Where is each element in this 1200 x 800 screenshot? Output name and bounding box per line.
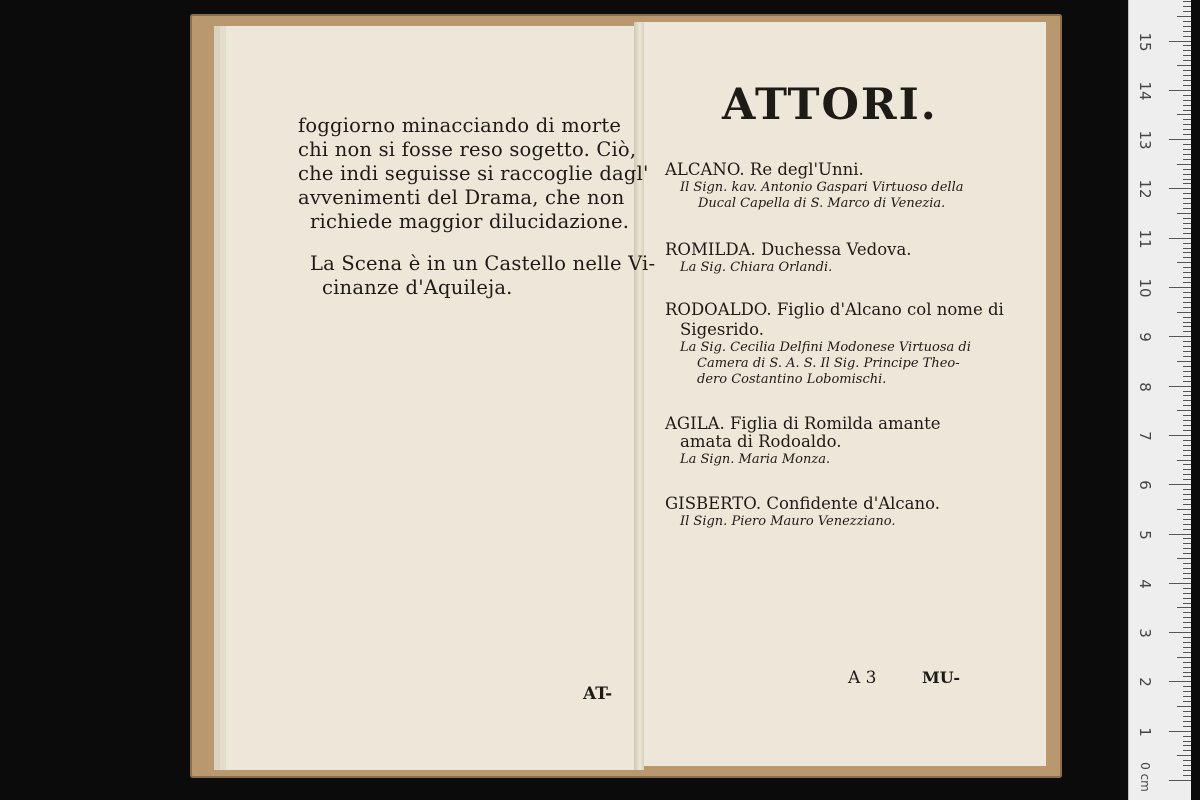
ruler-tick	[1183, 627, 1191, 628]
ruler-number: 7	[1136, 431, 1154, 441]
ruler-tick	[1183, 464, 1191, 465]
ruler-tick	[1169, 780, 1191, 781]
ruler-tick	[1183, 243, 1191, 244]
ruler-tick	[1169, 386, 1191, 387]
ruler-tick	[1183, 223, 1191, 224]
ruler-number: 15	[1136, 31, 1154, 52]
ruler-tick	[1183, 721, 1191, 722]
ruler-tick	[1169, 484, 1191, 485]
ruler-tick	[1183, 381, 1191, 382]
ruler-tick	[1183, 455, 1191, 456]
ruler-tick	[1183, 519, 1191, 520]
ruler-number: 3	[1136, 628, 1154, 638]
ruler-tick	[1183, 489, 1191, 490]
ruler-tick	[1183, 331, 1191, 332]
role-rodoaldo: RODOALDO. Figlio d'Alcano col nome di	[665, 300, 1004, 319]
ruler-tick	[1183, 529, 1191, 530]
ruler-tick	[1183, 430, 1191, 431]
ruler-tick	[1183, 745, 1191, 746]
role-agila-2: amata di Rodoaldo.	[680, 432, 842, 451]
ruler-tick	[1183, 716, 1191, 717]
role-romilda: ROMILDA. Duchessa Vedova.	[665, 240, 912, 259]
ruler-number: 10	[1136, 278, 1154, 298]
ruler-tick	[1183, 696, 1191, 697]
ruler-number: 13	[1136, 130, 1154, 150]
ruler-tick	[1183, 297, 1191, 298]
ruler-tick	[1183, 110, 1191, 111]
ruler-tick	[1183, 405, 1191, 406]
ruler-number: 2	[1136, 677, 1154, 688]
ruler-tick	[1183, 6, 1191, 7]
ruler-tick	[1183, 218, 1191, 219]
ruler-number: 14	[1136, 81, 1154, 101]
measurement-ruler	[1128, 0, 1191, 800]
ruler-tick	[1183, 637, 1191, 638]
ruler-tick	[1183, 440, 1191, 441]
ruler-tick	[1177, 262, 1191, 263]
ruler-tick	[1169, 287, 1191, 288]
book-gutter	[634, 22, 644, 770]
ruler-tick	[1183, 60, 1191, 61]
ruler-tick	[1183, 317, 1191, 318]
ruler-number: 8	[1136, 381, 1154, 392]
ruler-tick	[1183, 119, 1191, 120]
ruler-tick	[1183, 36, 1191, 37]
actor-alcano-1: Il Sign. kav. Antonio Gaspari Virtuoso della	[680, 180, 964, 195]
ruler-tick	[1183, 346, 1191, 347]
ruler-tick	[1183, 322, 1191, 323]
ruler-tick	[1183, 129, 1191, 130]
ruler-tick	[1169, 435, 1191, 436]
ruler-tick	[1183, 711, 1191, 712]
ruler-tick	[1183, 257, 1191, 258]
ruler-tick	[1183, 193, 1191, 194]
ruler-tick	[1183, 603, 1191, 604]
actor-rodoaldo-2: Camera di S. A. S. Il Sig. Principe Theo-	[697, 356, 960, 371]
ruler-tick	[1183, 598, 1191, 599]
ruler-tick	[1177, 607, 1191, 608]
ruler-tick	[1177, 460, 1191, 461]
ruler-tick	[1183, 282, 1191, 283]
actor-rodoaldo-1: La Sig. Cecilia Delfini Modonese Virtuosa di	[680, 340, 971, 355]
ruler-tick	[1169, 534, 1191, 535]
ruler-tick	[1183, 248, 1191, 249]
ruler-tick	[1183, 371, 1191, 372]
ruler-tick	[1183, 391, 1191, 392]
ruler-tick	[1169, 731, 1191, 732]
ruler-tick	[1177, 164, 1191, 165]
ruler-tick	[1183, 400, 1191, 401]
ruler-tick	[1183, 617, 1191, 618]
ruler-tick	[1177, 509, 1191, 510]
ruler-tick	[1183, 622, 1191, 623]
ruler-tick	[1183, 341, 1191, 342]
ruler-number: 12	[1136, 179, 1154, 199]
ruler-tick	[1177, 706, 1191, 707]
ruler-tick	[1183, 593, 1191, 594]
scene-line-2: cinanze d'Aquileja.	[322, 276, 513, 299]
ruler-tick	[1183, 70, 1191, 71]
ruler-tick	[1177, 558, 1191, 559]
ruler-tick	[1183, 588, 1191, 589]
ruler-tick	[1183, 50, 1191, 51]
ruler-tick	[1169, 632, 1191, 633]
ruler-tick	[1177, 312, 1191, 313]
ruler-tick	[1183, 775, 1191, 776]
ruler-tick	[1183, 26, 1191, 27]
actor-agila: La Sign. Maria Monza.	[680, 452, 831, 467]
right-page	[640, 22, 1046, 766]
ruler-tick	[1183, 351, 1191, 352]
ruler-tick	[1177, 16, 1191, 17]
ruler-number: 4	[1136, 579, 1154, 589]
ruler-tick	[1177, 213, 1191, 214]
ruler-tick	[1183, 514, 1191, 515]
ruler-number: 5	[1136, 529, 1154, 540]
actor-alcano-2: Ducal Capella di S. Marco di Venezia.	[698, 196, 946, 211]
ruler-tick	[1177, 657, 1191, 658]
ruler-tick	[1183, 366, 1191, 367]
page-title: ATTORI.	[722, 80, 938, 130]
ruler-tick	[1183, 504, 1191, 505]
ruler-tick	[1183, 691, 1191, 692]
ruler-tick	[1183, 474, 1191, 475]
ruler-tick	[1183, 75, 1191, 76]
ruler-tick	[1183, 208, 1191, 209]
ruler-tick	[1177, 361, 1191, 362]
ruler-tick	[1183, 124, 1191, 125]
ruler-tick	[1183, 450, 1191, 451]
ruler-tick	[1169, 583, 1191, 584]
ruler-tick	[1183, 499, 1191, 500]
left-line-2: chi non si fosse reso sogetto. Ciò,	[298, 138, 637, 161]
ruler-number: 11	[1136, 229, 1154, 249]
ruler-tick	[1183, 183, 1191, 184]
ruler-tick	[1183, 203, 1191, 204]
ruler-tick	[1177, 65, 1191, 66]
ruler-tick	[1183, 765, 1191, 766]
ruler-tick	[1183, 469, 1191, 470]
role-rodoaldo-2: Sigesrido.	[680, 320, 764, 339]
ruler-tick	[1183, 543, 1191, 544]
ruler-tick	[1183, 1, 1191, 2]
ruler-tick	[1183, 415, 1191, 416]
ruler-tick	[1183, 277, 1191, 278]
ruler-tick	[1183, 80, 1191, 81]
ruler-tick	[1169, 238, 1191, 239]
ruler-tick	[1183, 425, 1191, 426]
ruler-tick	[1183, 662, 1191, 663]
ruler-tick	[1183, 376, 1191, 377]
left-line-5: richiede maggior dilucidazione.	[310, 210, 630, 233]
ruler-tick	[1183, 292, 1191, 293]
ruler-tick	[1183, 105, 1191, 106]
ruler-number: 9	[1136, 332, 1154, 343]
ruler-tick	[1169, 681, 1191, 682]
ruler-tick	[1183, 228, 1191, 229]
ruler-tick	[1177, 755, 1191, 756]
ruler-tick	[1183, 479, 1191, 480]
ruler-tick	[1183, 760, 1191, 761]
ruler-tick	[1183, 307, 1191, 308]
ruler-tick	[1183, 642, 1191, 643]
ruler-tick	[1183, 11, 1191, 12]
left-line-3: che indi seguisse si raccoglie dagl'	[298, 162, 649, 185]
ruler-tick	[1169, 41, 1191, 42]
ruler-tick	[1183, 524, 1191, 525]
actor-gisberto: Il Sign. Piero Mauro Venezziano.	[680, 514, 896, 529]
ruler-tick	[1183, 612, 1191, 613]
ruler-tick	[1169, 139, 1191, 140]
ruler-tick	[1183, 494, 1191, 495]
ruler-tick	[1183, 741, 1191, 742]
ruler-tick	[1183, 233, 1191, 234]
ruler-tick	[1183, 55, 1191, 56]
ruler-number: 6	[1136, 480, 1154, 490]
ruler-tick	[1183, 647, 1191, 648]
ruler-tick	[1183, 750, 1191, 751]
ruler-tick	[1169, 336, 1191, 337]
ruler-tick	[1183, 169, 1191, 170]
left-line-4: avvenimenti del Drama, che non	[298, 186, 625, 209]
ruler-tick	[1183, 252, 1191, 253]
ruler-tick	[1183, 573, 1191, 574]
ruler-tick	[1183, 302, 1191, 303]
ruler-tick	[1183, 578, 1191, 579]
ruler-tick	[1183, 272, 1191, 273]
ruler-tick	[1183, 134, 1191, 135]
ruler-tick	[1183, 159, 1191, 160]
ruler-tick	[1183, 21, 1191, 22]
scene-line-1: La Scena è in un Castello nelle Vi-	[310, 252, 656, 275]
ruler-tick	[1183, 420, 1191, 421]
ruler-tick	[1183, 85, 1191, 86]
ruler-tick	[1183, 667, 1191, 668]
ruler-unit-label: 0 cm	[1138, 762, 1152, 792]
left-line-1: foggiorno minacciando di morte	[298, 114, 622, 137]
ruler-tick	[1183, 701, 1191, 702]
ruler-tick	[1183, 356, 1191, 357]
ruler-tick	[1183, 568, 1191, 569]
actor-romilda: La Sig. Chiara Orlandi.	[680, 260, 833, 275]
ruler-tick	[1183, 179, 1191, 180]
ruler-number: 1	[1136, 726, 1154, 737]
ruler-tick	[1183, 174, 1191, 175]
ruler-tick	[1183, 100, 1191, 101]
ruler-tick	[1183, 538, 1191, 539]
ruler-tick	[1183, 45, 1191, 46]
ruler-tick	[1183, 154, 1191, 155]
ruler-tick	[1183, 548, 1191, 549]
right-catchword: MU-	[922, 668, 961, 687]
ruler-tick	[1183, 553, 1191, 554]
ruler-tick	[1183, 563, 1191, 564]
ruler-tick	[1183, 31, 1191, 32]
ruler-tick	[1183, 676, 1191, 677]
ruler-tick	[1183, 326, 1191, 327]
ruler-tick	[1183, 144, 1191, 145]
ruler-tick	[1169, 188, 1191, 189]
ruler-tick	[1183, 726, 1191, 727]
signature-mark: A 3	[848, 668, 877, 688]
role-gisberto: GISBERTO. Confidente d'Alcano.	[665, 494, 941, 513]
ruler-tick	[1183, 770, 1191, 771]
ruler-tick	[1183, 198, 1191, 199]
ruler-tick	[1183, 149, 1191, 150]
ruler-tick	[1183, 736, 1191, 737]
ruler-tick	[1183, 267, 1191, 268]
ruler-tick	[1177, 114, 1191, 115]
ruler-tick	[1183, 395, 1191, 396]
actor-rodoaldo-3: dero Costantino Lobomischi.	[697, 372, 887, 387]
role-agila: AGILA. Figlia di Romilda amante	[665, 414, 941, 433]
ruler-tick	[1183, 672, 1191, 673]
ruler-tick	[1183, 686, 1191, 687]
ruler-tick	[1183, 95, 1191, 96]
ruler-tick	[1177, 410, 1191, 411]
left-catchword: AT-	[583, 684, 613, 704]
ruler-tick	[1183, 445, 1191, 446]
ruler-tick	[1183, 652, 1191, 653]
ruler-tick	[1169, 90, 1191, 91]
role-alcano: ALCANO. Re degl'Unni.	[665, 160, 864, 179]
